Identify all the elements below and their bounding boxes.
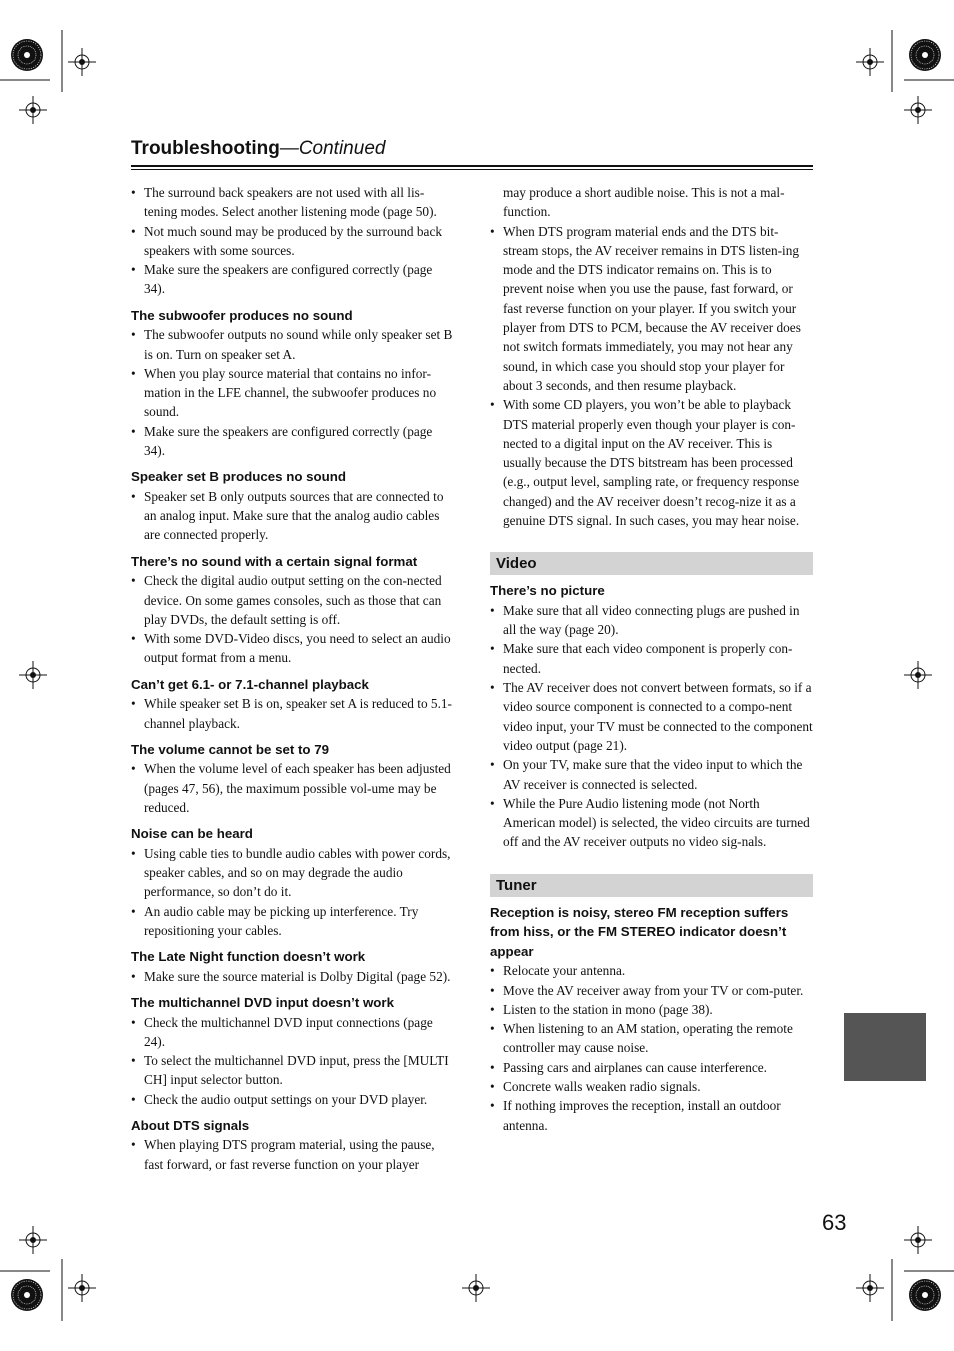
- tuner-list: [490, 961, 813, 1135]
- list-item: • Concrete walls weaken radio signals.: [490, 1077, 813, 1096]
- subheading-noise: Noise can be heard: [131, 826, 253, 842]
- list-item: • If nothing improves the reception, install an outdoor antenna.: [490, 1096, 813, 1135]
- list-item: • Check the multichannel DVD input connections (page 24).: [131, 1013, 456, 1052]
- subheading-subwoofer: The subwoofer produces no sound: [131, 307, 353, 323]
- subheading-dts: About DTS signals: [131, 1117, 250, 1133]
- list-item: • The AV receiver does not convert between formats, so if a video source component is connected to a compo-nent video input, your TV must be connected to the component video output (page 21).: [490, 678, 813, 755]
- header-rule: [131, 165, 813, 167]
- page-header: [131, 138, 813, 160]
- playback-71-list: [131, 694, 456, 733]
- subheading-speaker-b: Speaker set B produces no sound: [131, 469, 347, 485]
- list-item: • Not much sound may be produced by the surround back speakers with some sources.: [131, 222, 456, 261]
- list-item: • Check the digital audio output setting on the con-nected device. On some games consoles, such as those that can play DVDs, the default setting is off.: [131, 571, 456, 629]
- page-title: Troubleshooting: [131, 138, 280, 159]
- multichannel-list: [131, 1013, 456, 1109]
- subheading-reception: Reception is noisy, stereo FM reception suffers from hiss, or the FM STEREO indicator doesn’t appear: [490, 904, 789, 959]
- dts-continued-text: may produce a short audible noise. This is not a mal-function.: [503, 185, 785, 220]
- list-item: • When DTS program material ends and the DTS bit-stream stops, the AV receiver remains in DTS listen-ing mode and the DTS indicator remains on. This is to prevent noise when you use the pause, fast forward, or fast reverse function on your player. If you switch your player from DTS to PCM, because the AV receiver does not switch formats immediately, you may not hear any sound, in which case you should stop your player for about 3 seconds, and then resume playback.: [490, 222, 813, 396]
- subwoofer-list: [131, 325, 456, 460]
- subheading-signal-format: There’s no sound with a certain signal format: [131, 553, 418, 569]
- dts-continued-list: [490, 222, 813, 531]
- subheading-volume: The volume cannot be set to 79: [131, 741, 330, 757]
- intro-list: [131, 183, 456, 299]
- subheading-late-night: The Late Night function doesn’t work: [131, 949, 366, 965]
- subheading-71-playback: Can’t get 6.1- or 7.1-channel playback: [131, 676, 369, 692]
- list-item: • Make sure that all video connecting plugs are pushed in all the way (page 20).: [490, 601, 813, 640]
- right-column: [490, 180, 813, 1135]
- list-item: • When you play source material that contains no infor-mation in the LFE channel, the subwoofer produces no sound.: [131, 364, 456, 422]
- list-item: • On your TV, make sure that the video input to which the AV receiver is connected is selected.: [490, 755, 813, 794]
- chapter-tab: [844, 1013, 926, 1081]
- dts-list: [131, 1135, 456, 1174]
- video-list: [490, 601, 813, 852]
- list-item: • While the Pure Audio listening mode (not North American model) is selected, the video circuits are turned off and the AV receiver outputs no video sig-nals.: [490, 794, 813, 852]
- list-item: • When the volume level of each speaker has been adjusted (pages 47, 56), the maximum possible vol-ume may be reduced.: [131, 759, 456, 817]
- speaker-b-list: [131, 487, 456, 545]
- list-item: • Passing cars and airplanes can cause interference.: [490, 1058, 813, 1077]
- list-item: • Relocate your antenna.: [490, 961, 813, 980]
- signal-format-list: [131, 571, 456, 667]
- list-item: • To select the multichannel DVD input, press the [MULTI CH] input selector button.: [131, 1051, 456, 1090]
- list-item: • When playing DTS program material, using the pause, fast forward, or fast reverse function on your player: [131, 1135, 456, 1174]
- subheading-no-picture: There’s no picture: [490, 583, 605, 599]
- list-item: • The subwoofer outputs no sound while only speaker set B is on. Turn on speaker set A.: [131, 325, 456, 364]
- list-item: • Make sure the source material is Dolby Digital (page 52).: [131, 967, 456, 986]
- list-item: • Check the audio output settings on your DVD player.: [131, 1090, 456, 1109]
- noise-list: [131, 844, 456, 940]
- list-item: • Make sure that each video component is properly con-nected.: [490, 639, 813, 678]
- list-item: • Make sure the speakers are configured correctly (page 34).: [131, 260, 456, 299]
- header-rule-thin: [131, 169, 813, 170]
- late-night-list: [131, 967, 456, 986]
- list-item: • Listen to the station in mono (page 38).: [490, 1000, 813, 1019]
- list-item: • With some DVD-Video discs, you need to select an audio output format from a menu.: [131, 629, 456, 668]
- page-title-continued: —Continued: [279, 138, 386, 159]
- list-item: • When listening to an AM station, operating the remote controller may cause noise.: [490, 1019, 813, 1058]
- subheading-multichannel: The multichannel DVD input doesn’t work: [131, 995, 394, 1010]
- section-video: Video: [490, 552, 813, 575]
- list-item: • With some CD players, you won’t be able to playback DTS material properly even though your player is con-nected to a digital input on the AV receiver. This is usually because the DTS bitstream has been processed (e.g., output level, sampling rate, or frequency response changed) and the AV receiver doesn’t recog-nize it as a genuine DTS signal. In such cases, you may hear noise.: [490, 395, 813, 530]
- left-column: [131, 180, 456, 1174]
- section-tuner: Tuner: [490, 874, 813, 897]
- page-number: 63: [822, 1210, 847, 1235]
- list-item: • Using cable ties to bundle audio cables with power cords, speaker cables, and so on may degrade the audio performance, so don’t do it.: [131, 844, 456, 902]
- list-item: • While speaker set B is on, speaker set A is reduced to 5.1-channel playback.: [131, 694, 456, 733]
- list-item: • Move the AV receiver away from your TV or com-puter.: [490, 981, 813, 1000]
- volume-list: [131, 759, 456, 817]
- list-item: • Make sure the speakers are configured correctly (page 34).: [131, 422, 456, 461]
- list-item: • The surround back speakers are not used with all lis-tening modes. Select another listening mode (page 50).: [131, 183, 456, 222]
- list-item: • An audio cable may be picking up interference. Try repositioning your cables.: [131, 902, 456, 941]
- list-item: • Speaker set B only outputs sources that are connected to an analog input. Make sure that the analog audio cables are connected properly.: [131, 487, 456, 545]
